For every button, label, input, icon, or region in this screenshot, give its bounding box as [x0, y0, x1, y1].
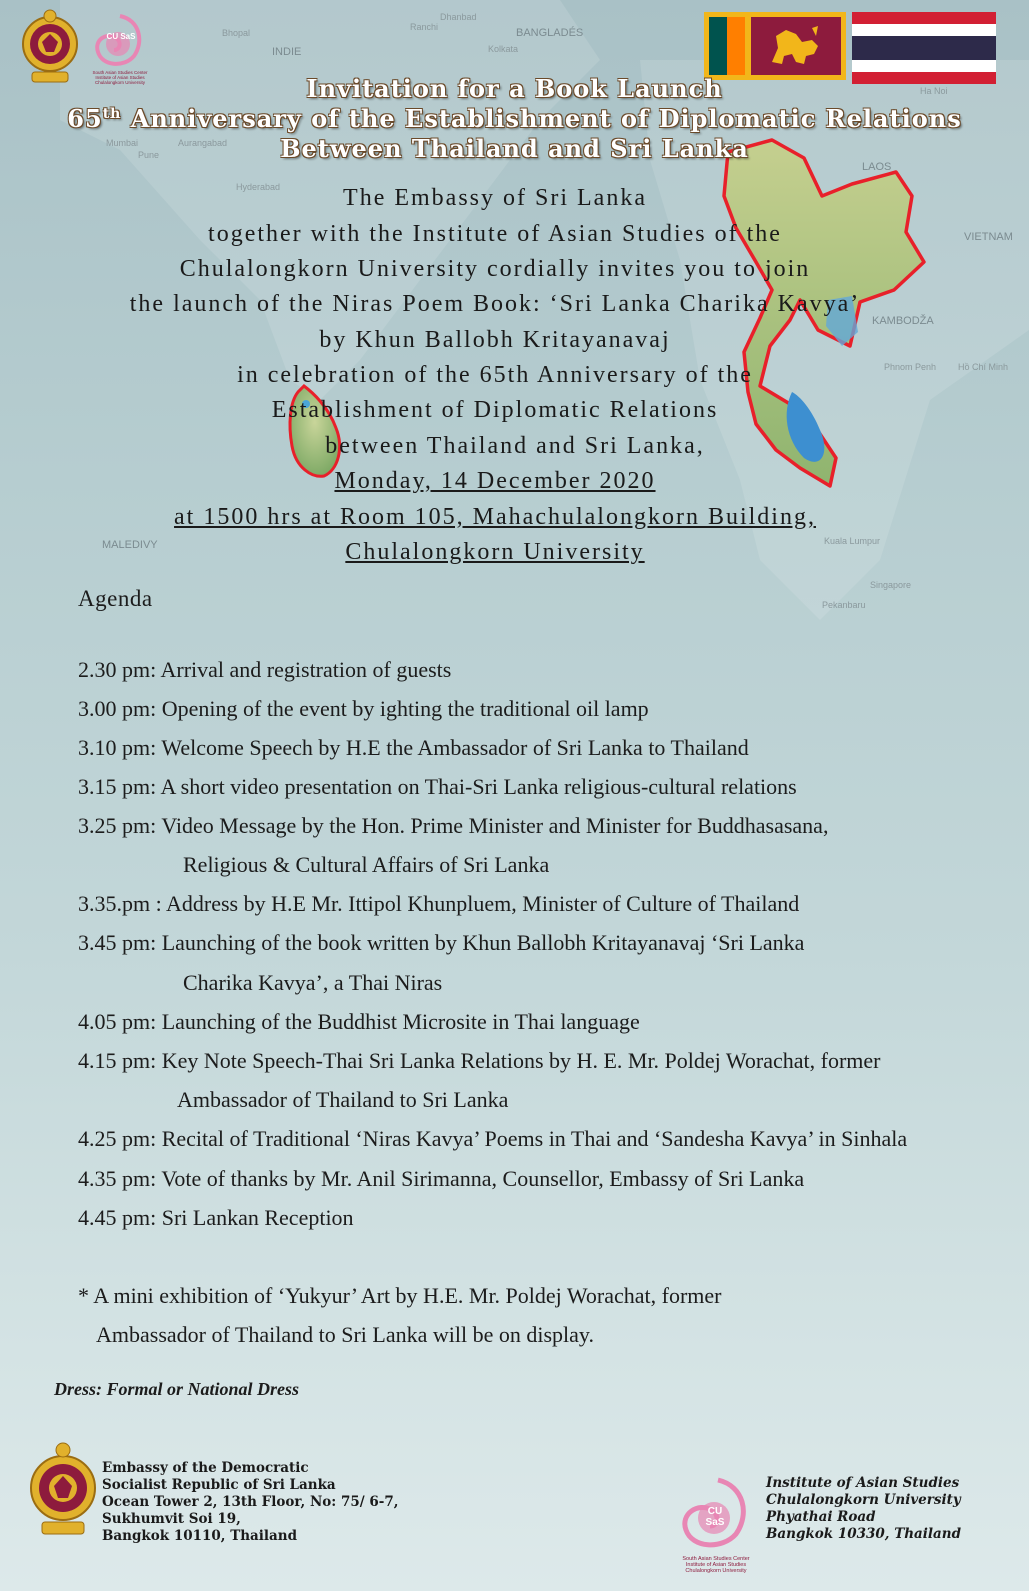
- agenda-item-3: 3.10 pm: Welcome Speech by H.E the Ambassador of Sri Lanka to Thailand: [78, 735, 749, 760]
- sri-lanka-flag: [704, 12, 846, 80]
- agenda-item-9: 4.15 pm: Key Note Speech-Thai Sri Lanka Relations by H. E. Mr. Poldej Worachat, former: [78, 1048, 881, 1073]
- agenda-item-2: 3.00 pm: Opening of the event by ighting the traditional oil lamp: [78, 696, 649, 721]
- invitation-title: Invitation for a Book Launch: [306, 74, 723, 103]
- map-label-aurangabad: Aurangabad: [178, 138, 228, 148]
- dress-code: Dress: Formal or National Dress: [54, 1379, 300, 1399]
- agenda-item-1: 2.30 pm: Arrival and registration of guests: [78, 657, 452, 682]
- institute-logo-caption: South Asian Studies Center Institute of Asian Studies Chulalongkorn University: [682, 1556, 750, 1574]
- map-label-phnom-penh: Phnom Penh: [884, 362, 937, 372]
- embassy-address-line-2: Socialist Republic of Sri Lanka: [102, 1477, 336, 1493]
- agenda-item-4: 3.15 pm: A short video presentation on Thai-Sri Lanka religious-cultural relations: [78, 774, 797, 799]
- institute-badge-text: CU SaS: [705, 1506, 725, 1528]
- map-label-singapore: Singapore: [870, 580, 912, 590]
- agenda-title: Agenda: [78, 586, 153, 611]
- institute-address-line-2: Chulalongkorn University: [766, 1492, 961, 1508]
- agenda-item-7: 3.45 pm: Launching of the book written by Khun Ballobh Kritayanavaj ‘Sri Lanka: [78, 930, 805, 955]
- intro-line-4: the launch of the Niras Poem Book: ‘Sri Lanka Charika Kavya’: [129, 291, 861, 317]
- institute-logo: [676, 1474, 756, 1584]
- intro-line-6: in celebration of the 65th Anniversary of the: [237, 362, 753, 388]
- cusas-paisley-icon: [90, 12, 148, 70]
- anniversary-title: 65th Anniversary of the Establishment of Diplomatic Relations: [67, 104, 962, 133]
- exhibition-note-line-1: * A mini exhibition of ‘Yukyur’ Art by H.E. Mr. Poldej Worachat, former: [78, 1283, 722, 1308]
- map-label-hyderabad: Hyderabad: [236, 182, 281, 192]
- agenda-item-6: 3.35.pm : Address by H.E Mr. Ittipol Khunpluem, Minister of Culture of Thailand: [78, 891, 800, 916]
- map-label-pekanbaru: Pekanbaru: [822, 600, 866, 610]
- map-label-bangladesh: BANGLADÉS: [516, 27, 584, 39]
- map-label-mumbai: Mumbai: [106, 138, 139, 148]
- map-label-hanoi: Ha Noi: [920, 86, 948, 96]
- map-label-india: INDIE: [272, 46, 302, 58]
- exhibition-note-line-2: Ambassador of Thailand to Sri Lanka will be on display.: [96, 1322, 594, 1347]
- map-label-ho-chi-minh: Hồ Chí Minh: [958, 362, 1009, 372]
- cusas-caption: South Asian Studies Center Institute of Asian Studies Chulalongkorn University: [92, 70, 148, 85]
- institute-address-line-1: Institute of Asian Studies: [766, 1475, 960, 1491]
- map-label-bhopal: Bhopal: [222, 28, 251, 38]
- intro-line-5: by Khun Ballobh Kritayanavaj: [319, 327, 671, 353]
- agenda-item-7-continued: Charika Kavya’, a Thai Niras: [183, 970, 443, 995]
- embassy-address-line-4: Sukhumvit Soi 19,: [102, 1511, 241, 1527]
- lion-icon: [762, 22, 830, 70]
- intro-line-7: Establishment of Diplomatic Relations: [271, 397, 719, 423]
- embassy-address-line-5: Bangkok 10110, Thailand: [102, 1528, 298, 1544]
- agenda-item-12: 4.45 pm: Sri Lankan Reception: [78, 1205, 354, 1230]
- embassy-address-line-3: Ocean Tower 2, 13th Floor, No: 75/ 6-7,: [102, 1494, 399, 1510]
- event-date: Monday, 14 December 2020: [334, 468, 656, 494]
- map-label-pune: Pune: [138, 150, 160, 160]
- embassy-address-line-1: Embassy of the Democratic: [102, 1460, 309, 1476]
- map-label-dhanbad: Dhanbad: [440, 12, 477, 22]
- event-university: Chulalongkorn University: [345, 539, 645, 565]
- agenda-item-8: 4.05 pm: Launching of the Buddhist Microsite in Thai language: [78, 1009, 640, 1034]
- embassy-address: [102, 1460, 398, 1545]
- embassy-emblem-icon: [28, 1440, 98, 1540]
- institute-address-line-3: Phyathai Road: [766, 1509, 876, 1525]
- agenda-item-10: 4.25 pm: Recital of Traditional ‘Niras Kavya’ Poems in Thai and ‘Sandesha Kavya’ in Sinhala: [78, 1126, 908, 1151]
- agenda-item-11: 4.35 pm: Vote of thanks by Mr. Anil Sirimanna, Counsellor, Embassy of Sri Lanka: [78, 1166, 805, 1191]
- map-label-ranchi: Ranchi: [410, 22, 439, 32]
- intro-line-8: between Thailand and Sri Lanka,: [325, 433, 705, 459]
- agenda-item-5: 3.25 pm: Video Message by the Hon. Prime Minister and Minister for Buddhasasana,: [78, 813, 829, 838]
- map-label-kolkata: Kolkata: [488, 44, 519, 54]
- map-label-maledivy: MALEDIVY: [102, 539, 158, 551]
- intro-line-3: Chulalongkorn University cordially invites you to join: [179, 256, 811, 282]
- cusas-badge-text: CU SaS: [106, 32, 136, 41]
- map-label-vietnam: VIETNAM: [964, 231, 1013, 243]
- intro-line-2: together with the Institute of Asian Studies of the: [208, 221, 782, 247]
- map-label-kambodza: KAMBODŽA: [872, 315, 934, 327]
- institute-address: [766, 1475, 961, 1543]
- map-label-laos: LAOS: [862, 161, 892, 173]
- map-label-kuala-lumpur: Kuala Lumpur: [824, 536, 881, 546]
- event-venue: at 1500 hrs at Room 105, Mahachulalongkorn Building,: [174, 504, 816, 530]
- institute-address-line-4: Bangkok 10330, Thailand: [766, 1526, 962, 1542]
- agenda-item-9-continued: Ambassador of Thailand to Sri Lanka: [177, 1087, 509, 1112]
- intro-line-1: The Embassy of Sri Lanka: [343, 185, 647, 211]
- agenda-item-5-continued: Religious & Cultural Affairs of Sri Lanka: [183, 852, 550, 877]
- countries-title: Between Thailand and Sri Lanka: [280, 134, 749, 163]
